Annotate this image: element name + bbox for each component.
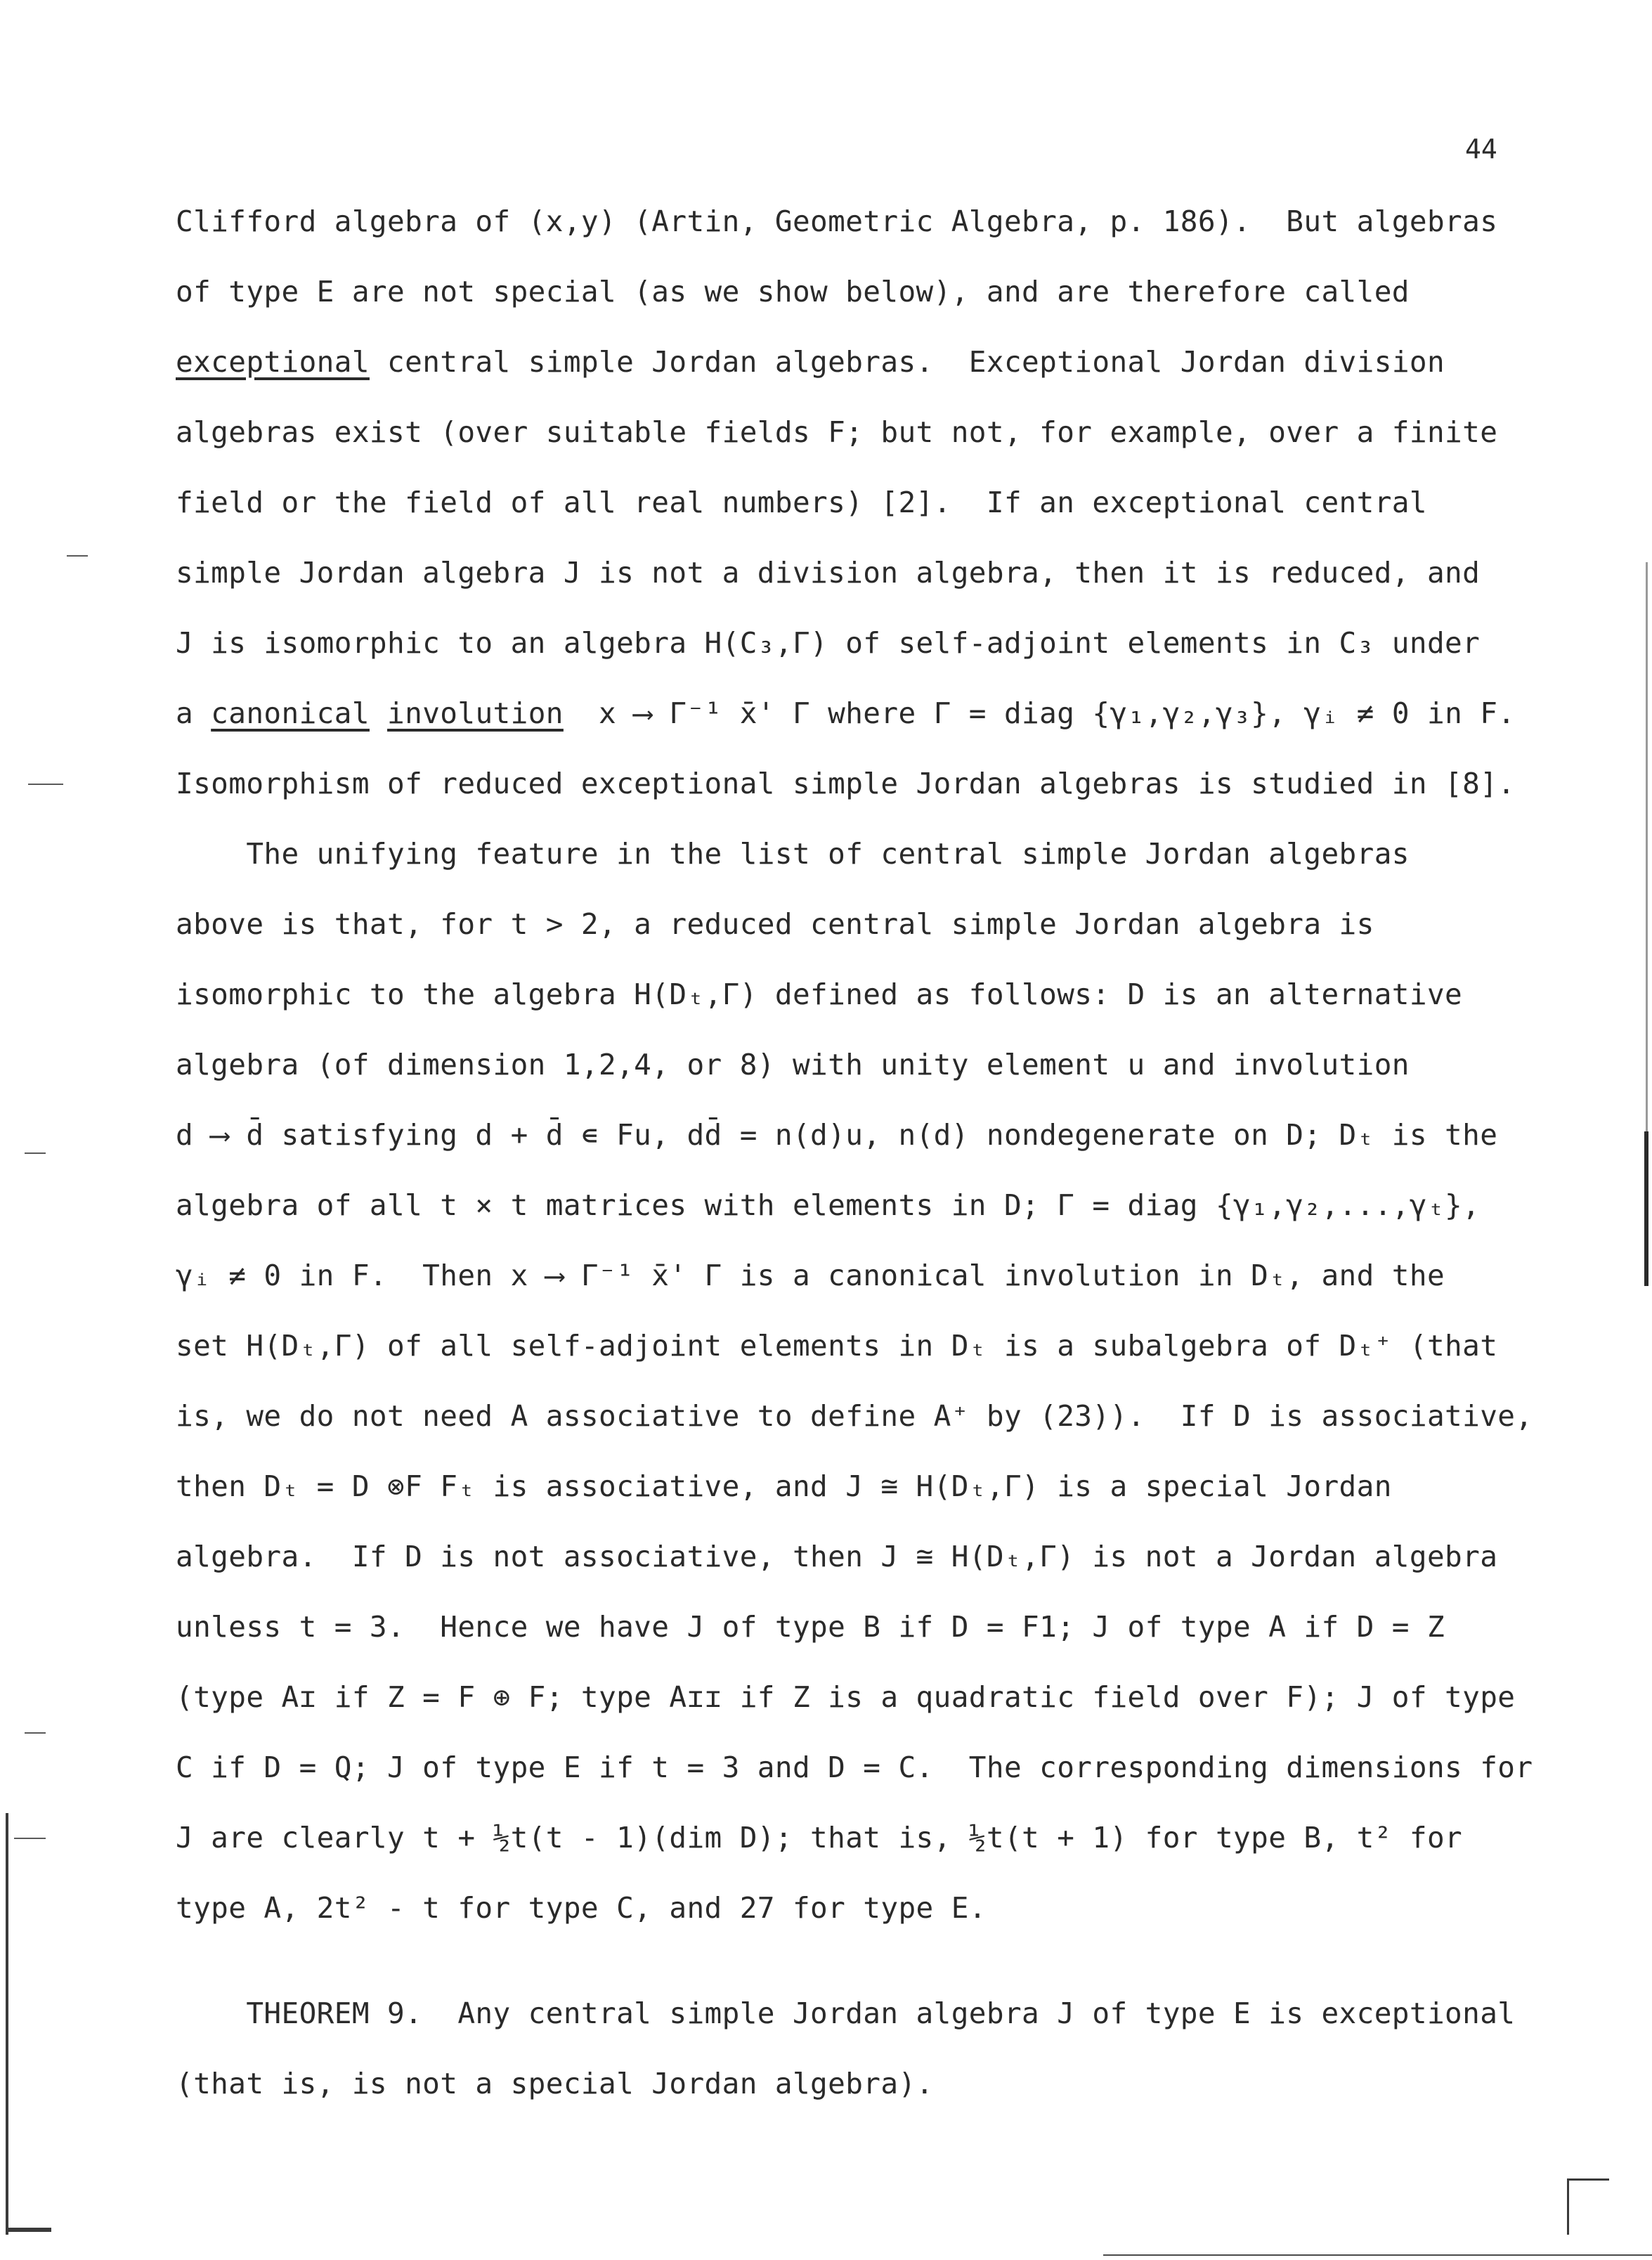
text-line: isomorphic to the algebra H(Dₜ,Γ) defined as follows: D is an alternative: [176, 978, 1463, 1011]
text-fragment: central simple Jordan algebras. Exceptional Jordan division: [369, 345, 1445, 379]
text-line: above is that, for t > 2, a reduced central simple Jordan algebra is: [176, 907, 1374, 941]
text-line: unless t = 3. Hence we have J of type B if D = F1; J of type A if D = Z: [176, 1610, 1445, 1644]
text-line: set H(Dₜ,Γ) of all self-adjoint elements in Dₜ is a subalgebra of Dₜ⁺ (that: [176, 1329, 1498, 1363]
scan-binding-edge: [6, 1813, 8, 2235]
page-number: 44: [1465, 134, 1497, 164]
corner-bracket-mark: [1567, 2178, 1609, 2181]
scan-right-edge: [1644, 1131, 1648, 1286]
text-line: algebras exist (over suitable fields F; but not, for example, over a finite: [176, 415, 1498, 449]
scan-margin-mark: [25, 1152, 46, 1154]
text-line: is, we do not need A associative to define A⁺ by (23)). If D is associative,: [176, 1399, 1533, 1433]
text-line: algebra (of dimension 1,2,4, or 8) with unity element u and involution: [176, 1048, 1410, 1082]
corner-bracket-mark: [1567, 2178, 1569, 2235]
text-fragment: a: [176, 696, 212, 730]
text-line: J are clearly t + ½t(t - 1)(dim D); that is, ½t(t + 1) for type B, t² for: [176, 1821, 1463, 1855]
underlined-term: involution: [387, 696, 564, 730]
scan-binding-edge: [6, 2228, 51, 2232]
text-line: C if D = Q; J of type E if t = 3 and D = C. The corresponding dimensions for: [176, 1751, 1533, 1784]
text-line: algebra of all t × t matrices with elements in D; Γ = diag {γ₁,γ₂,...,γₜ},: [176, 1188, 1481, 1222]
text-line: (type Aɪ if Z = F ⊕ F; type Aɪɪ if Z is a quadratic field over F); J of type: [176, 1680, 1516, 1714]
text-line: (that is, is not a special Jordan algebra).: [176, 2067, 934, 2100]
text-line: of type E are not special (as we show below), and are therefore called: [176, 275, 1410, 309]
text-line: field or the field of all real numbers) [2]. If an exceptional central: [176, 486, 1427, 519]
text-line: then Dₜ = D ⊗F Fₜ is associative, and J ≅ H(Dₜ,Γ) is a special Jordan: [176, 1469, 1392, 1503]
bottom-edge-line: [1103, 2254, 1652, 2256]
text-line: γᵢ ≠ 0 in F. Then x ⟶ Γ⁻¹ x̄' Γ is a canonical involution in Dₜ, and the: [176, 1259, 1445, 1292]
scan-margin-mark: [25, 1732, 46, 1734]
scan-right-edge: [1646, 562, 1648, 1195]
scan-margin-mark: [67, 555, 88, 557]
text-line: Clifford algebra of (x,y) (Artin, Geometric Algebra, p. 186). But algebras: [176, 204, 1498, 238]
text-line: simple Jordan algebra J is not a division algebra, then it is reduced, and: [176, 556, 1481, 590]
text-line: THEOREM 9. Any central simple Jordan algebra J of type E is exceptional: [176, 1996, 1516, 2030]
text-line: [176, 345, 1546, 379]
text-fragment: [370, 696, 387, 730]
text-fragment: x ⟶ Γ⁻¹ x̄' Γ where Γ = diag {γ₁,γ₂,γ₃}, γᵢ ≠ 0 in F.: [563, 696, 1516, 730]
scan-margin-mark: [14, 1838, 46, 1839]
underlined-term: exceptional: [176, 345, 370, 379]
scan-margin-mark: [28, 784, 63, 785]
text-line: Isomorphism of reduced exceptional simple Jordan algebras is studied in [8].: [176, 767, 1516, 800]
text-line: [176, 696, 1546, 730]
text-line: d ⟶ d̄ satisfying d + d̄ ∊ Fu, dd̄ = n(d)u, n(d) nondegenerate on D; Dₜ is the: [176, 1118, 1498, 1152]
text-line: J is isomorphic to an algebra H(C₃,Γ) of self-adjoint elements in C₃ under: [176, 626, 1481, 660]
underlined-term: canonical: [211, 696, 370, 730]
text-line: type A, 2t² - t for type C, and 27 for type E.: [176, 1891, 987, 1925]
text-line: The unifying feature in the list of central simple Jordan algebras: [176, 837, 1410, 871]
text-line: algebra. If D is not associative, then J ≅ H(Dₜ,Γ) is not a Jordan algebra: [176, 1540, 1498, 1573]
